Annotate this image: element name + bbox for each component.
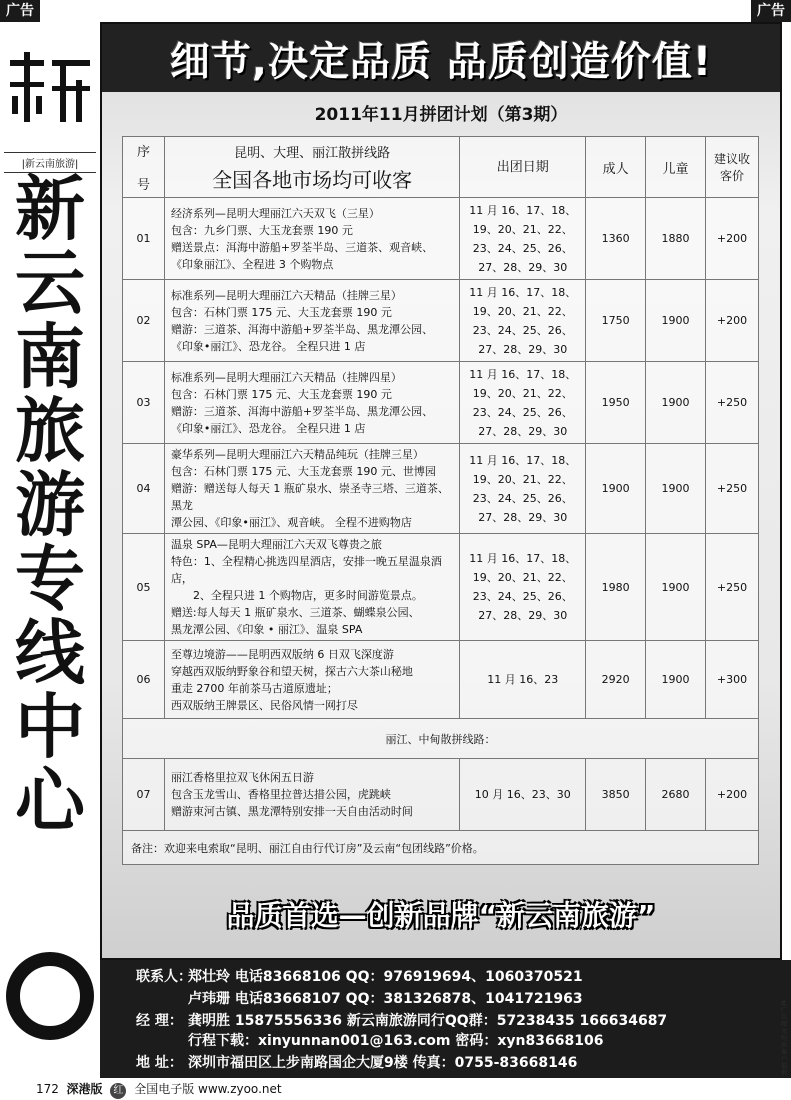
trip-body-2 xyxy=(123,759,759,831)
contact-text: 行程下载：xinyunnan001@163.com 密码：xyn83668106 xyxy=(188,1033,604,1049)
trip-adult-price: 1900 xyxy=(586,444,646,534)
trip-child-price: 2680 xyxy=(646,759,706,831)
contact-row-1 xyxy=(136,966,583,986)
page-number: 172 xyxy=(36,1082,59,1096)
trip-adult-price: 1750 xyxy=(586,280,646,362)
note-row xyxy=(123,831,759,865)
header-no-top: 序 xyxy=(136,145,150,160)
page-footer xyxy=(0,1078,791,1100)
trip-route xyxy=(164,444,459,534)
trip-child-price: 1900 xyxy=(646,280,706,362)
header-extra: 建议收客价 xyxy=(706,137,759,198)
route-line: 至尊边境游——昆明西双版纳 6 日双飞深度游 xyxy=(170,647,394,661)
section2-title: 丽江、中甸散拼线路： xyxy=(123,719,759,759)
route-line: 《印象•丽江》、恐龙谷。 全程只进 1 店 xyxy=(170,339,366,353)
contact-label: 联系人： xyxy=(136,969,192,985)
trip-no: 05 xyxy=(123,534,165,641)
header-date: 出团日期 xyxy=(460,137,586,198)
vertical-char: 心 xyxy=(15,760,85,842)
route-line: 重走 2700 年前茶马古道原遗址； xyxy=(170,681,338,695)
header-route xyxy=(164,137,459,198)
headline-banner xyxy=(102,24,780,92)
trip-child-price: 1880 xyxy=(646,198,706,280)
trip-date: 11 月 16、17、18、19、20、21、22、23、24、25、26、27、28、29、30 xyxy=(460,444,586,534)
trip-extra-price: +250 xyxy=(706,444,759,534)
route-line: 黑龙潭公园、《印象 • 丽江》、温泉 SPA xyxy=(170,623,363,636)
vertical-char: 云 xyxy=(15,242,85,324)
plan-title: 2011年11月拼团计划（第3期） xyxy=(314,105,568,125)
trip-route xyxy=(164,641,459,719)
route-line: 包含：九乡门票、大玉龙套票 190 元 xyxy=(170,223,353,237)
trip-no: 02 xyxy=(123,280,165,362)
trip-adult-price: 1980 xyxy=(586,534,646,641)
vertical-char: 南 xyxy=(15,316,85,398)
trip-route xyxy=(164,759,459,831)
route-line: 包含玉龙雪山、香格里拉普达措公园，虎跳峡 xyxy=(170,788,391,801)
trip-extra-price: +200 xyxy=(706,759,759,831)
route-line: 赠游束河古镇、黑龙潭特别安排一天自由活动时间 xyxy=(170,805,413,818)
vertical-char: 游 xyxy=(15,464,85,546)
route-line: 赠游：赠送每人每天 1 瓶矿泉水、崇圣寺三塔、三道茶、黑龙 xyxy=(170,482,449,512)
trip-date: 10 月 16、23、30 xyxy=(460,759,586,831)
trip-route xyxy=(164,198,459,280)
trip-no: 06 xyxy=(123,641,165,719)
table-row xyxy=(123,444,759,534)
header-no-bottom: 号 xyxy=(136,178,150,193)
route-line: 2、全程只进 1 个购物店，更多时间游览景点。 xyxy=(192,589,423,602)
trip-extra-price: +200 xyxy=(706,198,759,280)
trip-date: 11 月 16、23 xyxy=(460,641,586,719)
trip-date: 11 月 16、17、18、19、20、21、22、23、24、25、26、27、28、29、30 xyxy=(460,198,586,280)
site-link[interactable]: 全国电子版 www.zyoo.net xyxy=(134,1082,282,1096)
route-line: 《印象•丽江》、恐龙谷。 全程只进 1 店 xyxy=(170,421,366,435)
route-line: 《印象丽江》、全程进 3 个购物点 xyxy=(170,257,334,271)
side-note: 此广告图文均由客户提供 xyxy=(781,1000,788,1077)
table-header-row xyxy=(123,137,759,198)
trip-extra-price: +250 xyxy=(706,534,759,641)
main-panel xyxy=(100,22,782,960)
contact-block xyxy=(100,960,791,1078)
table-row xyxy=(123,280,759,362)
route-line: 经济系列—昆明大理丽江六天双飞（三星） xyxy=(170,206,380,220)
header-no xyxy=(123,137,165,198)
headline-text: 细节,决定品质 品质创造价值! xyxy=(169,38,713,85)
contact-row-3 xyxy=(136,1010,667,1030)
header-route-line2: 全国各地市场均可收客 xyxy=(212,168,413,192)
contact-text: 郑壮玲 电话83668106 QQ：976919694、1060370521 xyxy=(188,969,583,985)
trip-route xyxy=(164,362,459,444)
trip-no: 03 xyxy=(123,362,165,444)
trip-date: 11 月 16、17、18、19、20、21、22、23、24、25、26、27、28、29、30 xyxy=(460,280,586,362)
route-line: 赠送景点：洱海中游船+罗荃半岛、三道茶、观音峡、 xyxy=(170,240,434,254)
route-line: 标准系列—昆明大理丽江六天精品（挂牌四星） xyxy=(170,370,402,384)
contact-row-5 xyxy=(136,1052,577,1072)
contact-label: 经 理： xyxy=(136,1013,183,1029)
trip-route xyxy=(164,280,459,362)
vertical-brand-title xyxy=(8,168,92,842)
trip-route xyxy=(164,534,459,641)
table-row xyxy=(123,362,759,444)
route-line: 标准系列—昆明大理丽江六天精品（挂牌三星） xyxy=(170,288,402,302)
trip-extra-price: +200 xyxy=(706,280,759,362)
vertical-char: 线 xyxy=(15,612,85,694)
table-row xyxy=(123,198,759,280)
table-note: 备注：欢迎来电索取“昆明、丽江自由行代订房”及云南“包团线路”价格。 xyxy=(123,831,759,865)
trip-date: 11 月 16、17、18、19、20、21、22、23、24、25、26、27、28、29、30 xyxy=(460,362,586,444)
trip-extra-price: +250 xyxy=(706,362,759,444)
trip-extra-price: +300 xyxy=(706,641,759,719)
table-row xyxy=(123,534,759,641)
table-row xyxy=(123,641,759,719)
trip-adult-price: 3850 xyxy=(586,759,646,831)
ad-tag-right: 广告 xyxy=(751,0,791,22)
trip-date: 11 月 16、17、18、19、20、21、22、23、24、25、26、27、28、29、30 xyxy=(460,534,586,641)
header-child: 儿童 xyxy=(646,137,706,198)
trip-adult-price: 1360 xyxy=(586,198,646,280)
brand-logo-subtitle: |新云南旅游| xyxy=(4,152,96,173)
brand-column xyxy=(0,22,100,1078)
contact-row-2 xyxy=(136,988,583,1008)
edition-label: 深港版 xyxy=(66,1082,103,1096)
route-line: 丽江香格里拉双飞休闲五日游 xyxy=(170,771,314,784)
route-line: 温泉 SPA—昆明大理丽江六天双飞尊贵之旅 xyxy=(170,538,382,551)
table-row xyxy=(123,759,759,831)
brand-logo-icon xyxy=(6,52,94,122)
ad-tag-left: 广告 xyxy=(0,0,40,22)
route-line: 西双版纳王牌景区、民俗风情一网打尽 xyxy=(170,698,358,712)
route-line: 赠游：三道茶、洱海中游船+罗荃半岛、黑龙潭公园、 xyxy=(170,404,434,418)
decorative-circle-icon xyxy=(6,952,94,1040)
route-line: 穿越西双版纳野象谷和望天树，探古六大茶山秘地 xyxy=(170,664,413,678)
header-route-line1: 昆明、大理、丽江散拼线路 xyxy=(234,146,391,161)
trip-child-price: 1900 xyxy=(646,641,706,719)
trip-no: 07 xyxy=(123,759,165,831)
trip-adult-price: 2920 xyxy=(586,641,646,719)
vertical-char: 专 xyxy=(15,538,85,620)
contact-text: 深圳市福田区上步南路国企大厦9楼 传真：0755-83668146 xyxy=(188,1055,578,1071)
trip-body xyxy=(123,198,759,719)
trip-child-price: 1900 xyxy=(646,444,706,534)
contact-row-4 xyxy=(136,1030,603,1050)
section-row xyxy=(123,719,759,759)
route-line: 包含：石林门票 175 元、大玉龙套票 190 元、世博园 xyxy=(170,465,436,478)
route-line: 豪华系列—昆明大理丽江六天精品纯玩（挂牌三星） xyxy=(170,448,424,461)
vertical-char: 中 xyxy=(15,686,85,768)
edition-badge-icon: 红 xyxy=(110,1083,126,1099)
trip-no: 01 xyxy=(123,198,165,280)
route-line: 赠送:每人每天 1 瓶矿泉水、三道茶、蝴蝶泉公园、 xyxy=(170,606,420,619)
contact-label: 地 址： xyxy=(136,1055,183,1071)
route-line: 赠游：三道茶、洱海中游船+罗荃半岛、黑龙潭公园、 xyxy=(170,322,434,336)
trip-no: 04 xyxy=(123,444,165,534)
contact-text: 卢玮珊 电话83668107 QQ：381326878、1041721963 xyxy=(188,991,583,1007)
slogan: 品质首选—创新品牌“新云南旅游” xyxy=(226,899,656,932)
vertical-char: 新 xyxy=(15,168,85,250)
trip-table xyxy=(122,136,759,865)
route-line: 包含：石林门票 175 元、大玉龙套票 190 元 xyxy=(170,387,392,401)
trip-child-price: 1900 xyxy=(646,362,706,444)
contact-text: 龚明胜 15875556336 新云南旅游同行QQ群：57238435 166634687 xyxy=(188,1013,668,1029)
route-line: 特色：1、全程精心挑选四星酒店，安排一晚五星温泉酒店， xyxy=(170,555,442,585)
route-line: 包含：石林门票 175 元、大玉龙套票 190 元 xyxy=(170,305,392,319)
trip-adult-price: 1950 xyxy=(586,362,646,444)
trip-child-price: 1900 xyxy=(646,534,706,641)
header-adult: 成人 xyxy=(586,137,646,198)
vertical-char: 旅 xyxy=(15,390,85,472)
route-line: 潭公园、《印象•丽江》、观音峡。 全程不进购物店 xyxy=(170,516,412,529)
